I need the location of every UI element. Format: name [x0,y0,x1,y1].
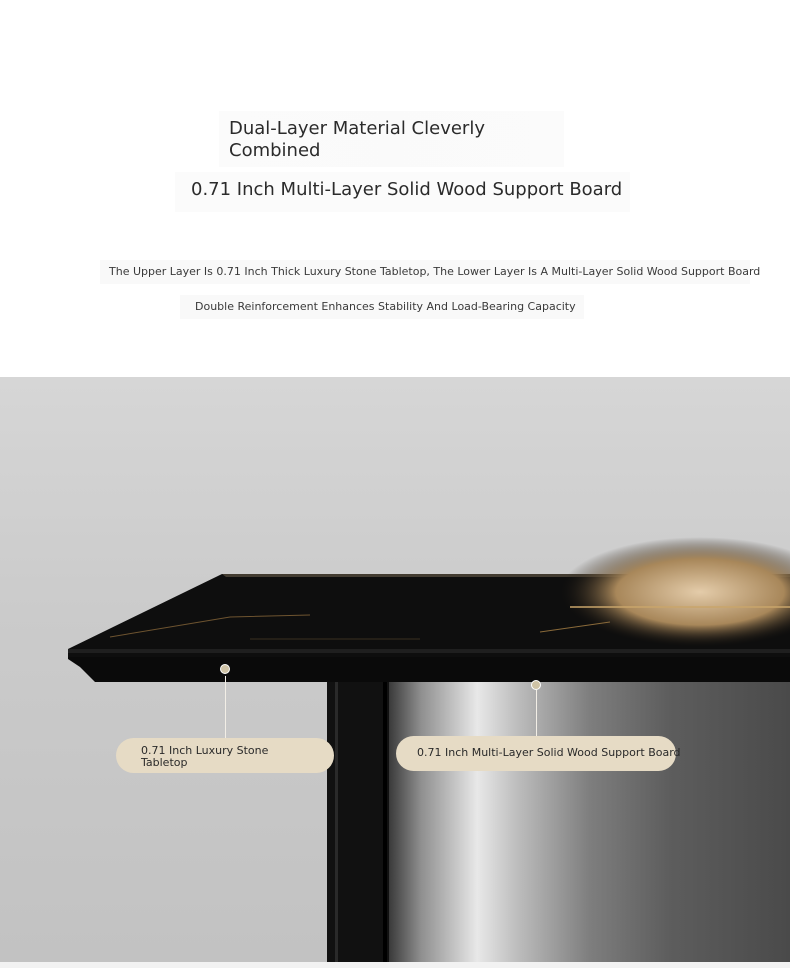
stone-callout-line-2: Tabletop [141,756,188,769]
section-subheading: 0.71 Inch Multi-Layer Solid Wood Support Board [191,179,623,200]
material-intro-section [0,0,790,377]
table-closeup-photo [0,377,790,962]
dot-marker-icon [220,664,230,674]
stone-callout-line-1: 0.71 Inch Luxury Stone [141,744,269,757]
bottom-strip [0,962,790,968]
stone-tabletop-callout [116,738,334,773]
table-leg-seam [383,677,387,962]
wood-callout-line [536,690,537,736]
description-line-1: The Upper Layer Is 0.71 Inch Thick Luxury Stone Tabletop, The Lower Layer Is A Multi-Layer Solid Wood Support Board [109,265,761,278]
stone-callout-line [225,676,226,738]
steel-panel [389,677,790,962]
dot-marker-icon [531,680,541,690]
description-line-2: Double Reinforcement Enhances Stability And Load-Bearing Capacity [195,300,576,313]
table-illustration [0,377,790,962]
section-heading-line-1: Dual-Layer Material Cleverly [229,118,485,139]
wood-board-callout [396,736,681,771]
tabletop-front-edge [68,649,790,653]
section-heading-line-2: Combined [229,140,321,161]
wood-callout-text: 0.71 Inch Multi-Layer Solid Wood Support Board [417,746,681,759]
table-leg-edge [335,677,338,962]
